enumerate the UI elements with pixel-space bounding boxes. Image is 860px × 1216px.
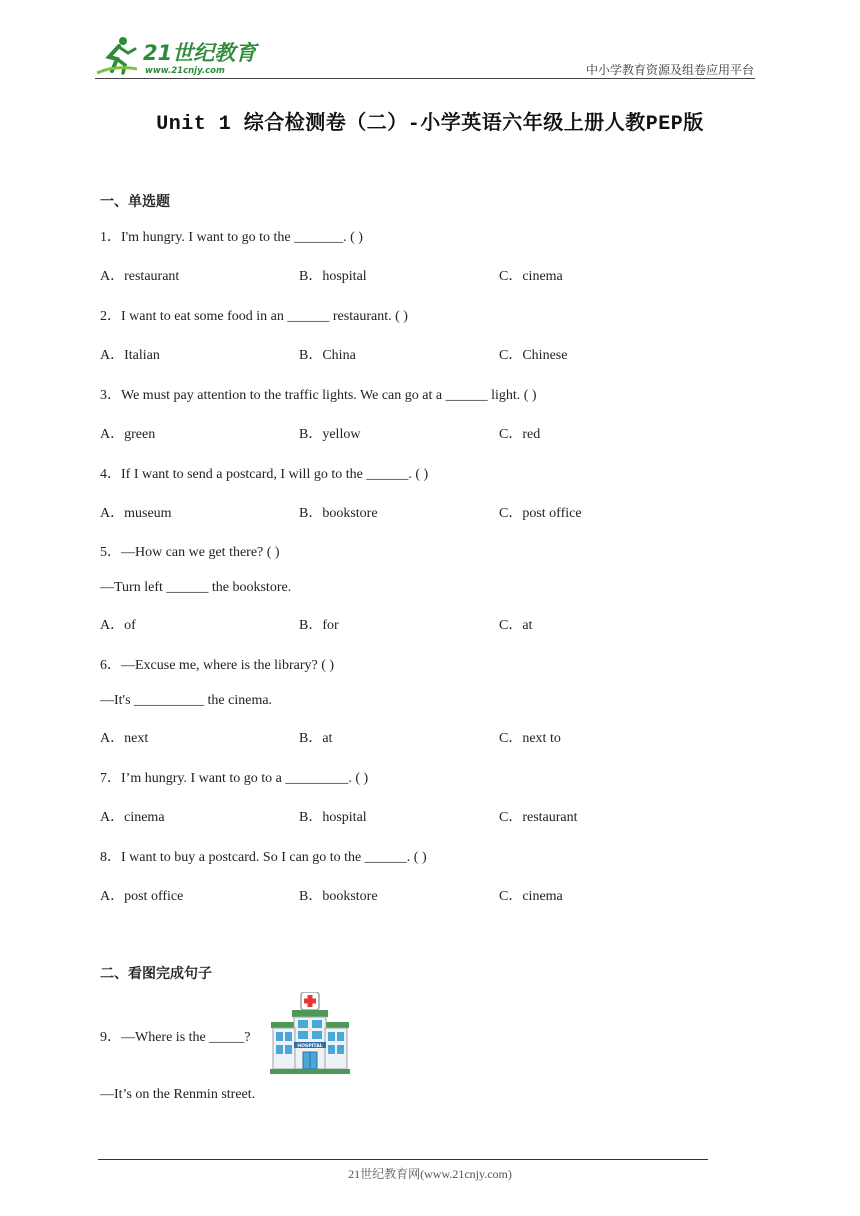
- q1-option-a: A．restaurant: [100, 269, 180, 284]
- header-divider: [95, 78, 755, 79]
- q5-option-c: C．at: [499, 618, 533, 633]
- q2-option-a: A．Italian: [100, 348, 160, 363]
- q5-option-b: B．for: [299, 618, 339, 633]
- q1-option-b: B．hospital: [299, 269, 367, 284]
- hospital-building-icon: [270, 992, 350, 1074]
- q6-option-c: C．next to: [499, 731, 561, 746]
- hospital-sign: HOSPITAL: [297, 1044, 323, 1049]
- q3-option-a: A．green: [100, 427, 156, 442]
- q4-option-b: B．bookstore: [299, 506, 378, 521]
- footer-divider: [98, 1159, 708, 1160]
- question-2: 2．I want to eat some food in an ______ restaurant. ( ): [100, 309, 408, 324]
- section-heading-1: 一、单选题: [100, 194, 170, 210]
- logo-text: 21世纪教育: [143, 41, 257, 65]
- question-6: 6．—Excuse me, where is the library? ( ): [100, 658, 335, 673]
- question-1: 1．I'm hungry. I want to go to the _______. ( ): [100, 230, 363, 245]
- q6-option-a: A．next: [100, 731, 149, 746]
- footer-text: 21世纪教育网(www.21cnjy.com): [348, 1167, 512, 1181]
- q8-option-a: A．post office: [100, 889, 184, 904]
- header-tagline: 中小学教育资源及组卷应用平台: [585, 63, 754, 77]
- q5-option-a: A．of: [100, 618, 136, 633]
- q2-option-b: B．China: [299, 348, 356, 363]
- page-title: Unit 1 综合检测卷（二）-小学英语六年级上册人教PEP版: [156, 113, 704, 136]
- question-4: 4．If I want to send a postcard, I will go to the ______. ( ): [100, 467, 429, 482]
- q7-option-b: B．hospital: [299, 810, 367, 825]
- logo-url: www.21cnjy.com: [145, 66, 225, 76]
- q4-option-a: A．museum: [100, 506, 172, 521]
- question-8: 8．I want to buy a postcard. So I can go to the ______. ( ): [100, 850, 427, 865]
- q1-option-c: C．cinema: [499, 269, 563, 284]
- question-3: 3．We must pay attention to the traffic lights. We can go at a ______ light. ( ): [100, 388, 537, 403]
- question-6-reply: —It's __________ the cinema.: [100, 693, 273, 708]
- question-9-reply: —It’s on the Renmin street.: [100, 1087, 256, 1102]
- q2-option-c: C．Chinese: [499, 348, 568, 363]
- q3-option-b: B．yellow: [299, 427, 361, 442]
- question-5-reply: —Turn left ______ the bookstore.: [100, 580, 292, 595]
- q6-option-b: B．at: [299, 731, 333, 746]
- question-7: 7．I’m hungry. I want to go to a _________. ( ): [100, 771, 369, 786]
- q8-option-b: B．bookstore: [299, 889, 378, 904]
- q4-option-c: C．post office: [499, 506, 582, 521]
- question-9: 9．—Where is the _____?: [100, 1030, 251, 1045]
- q8-option-c: C．cinema: [499, 889, 563, 904]
- question-5: 5．—How can we get there? ( ): [100, 545, 280, 560]
- q7-option-c: C．restaurant: [499, 810, 578, 825]
- section-heading-2: 二、看图完成句子: [100, 966, 212, 982]
- q3-option-c: C．red: [499, 427, 541, 442]
- q7-option-a: A．cinema: [100, 810, 165, 825]
